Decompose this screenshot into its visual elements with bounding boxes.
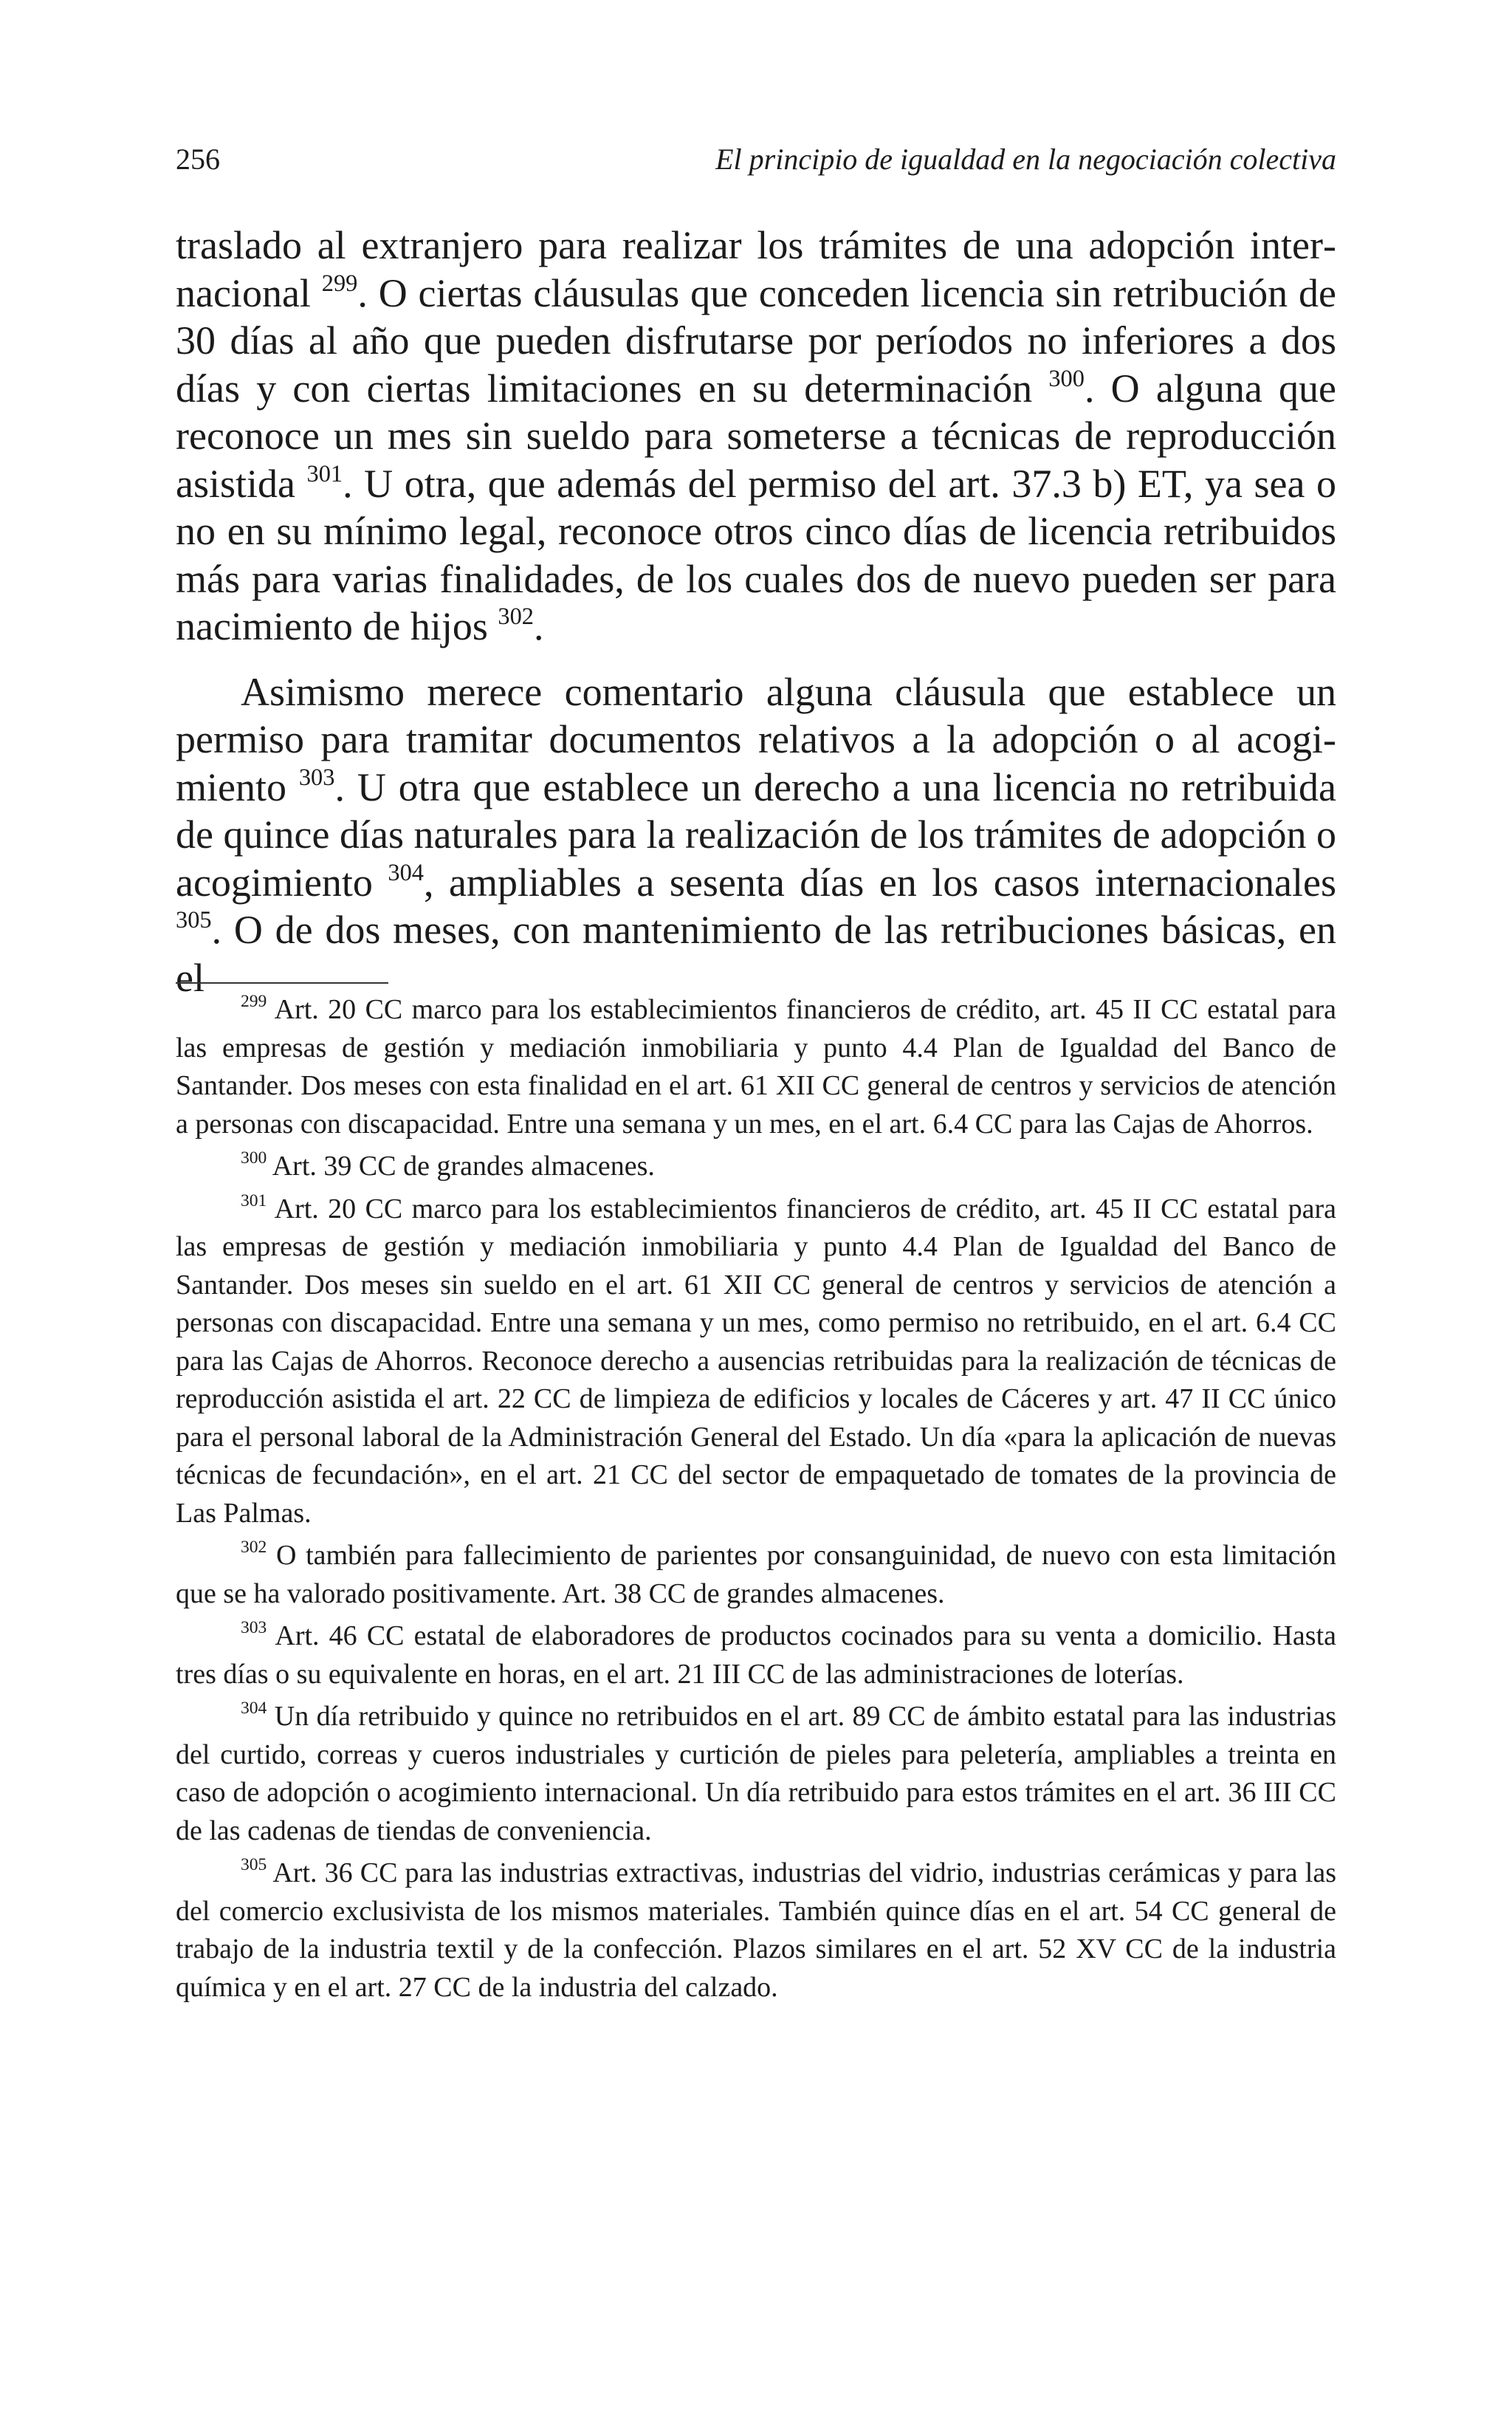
footnote-304 xyxy=(176,1698,1336,1850)
footnote-300 xyxy=(176,1148,1336,1186)
footnote-number: 302 xyxy=(241,1538,267,1557)
text-run: , ampliables a sesenta días en los casos internacionales xyxy=(424,860,1336,905)
footnote-301 xyxy=(176,1190,1336,1533)
text-run: . U otra que establece un derecho a una licencia no retribuida de quince días naturales para la realización de los trámites de adopción o acogimiento xyxy=(176,764,1336,905)
footnote-text: Art. 20 CC marco para los establecimientos financieros de crédito, art. 45 II CC estatal para las empresas de gestión y mediación inmobiliaria y punto 4.4 Plan de Igualdad del Banco de Santander. Dos meses con esta finalidad en el art. 61 XII CC general de centros y servicios de atención a personas con discapacidad. Entre una semana y un mes, en el art. 6.4 CC para las Cajas de Ahorros. xyxy=(176,994,1336,1140)
body-text xyxy=(176,222,1336,1001)
footnote-303 xyxy=(176,1617,1336,1693)
text-run: . O de dos meses, con mantenimiento de las retribuciones básicas, en el xyxy=(176,908,1336,1000)
page-header xyxy=(176,139,1336,180)
text-run: . U otra, que además del permiso del art. 37.3 b) ET, ya sea o no en su mínimo legal, reconoce otros cinco días de licencia retribuidos más para varias finalidades, de los cuales dos de nuevo pueden ser para nacimiento de hijos xyxy=(176,461,1336,648)
footnote-number: 305 xyxy=(241,1855,267,1874)
footnote-number: 304 xyxy=(241,1699,267,1718)
footnote-number: 301 xyxy=(241,1190,267,1210)
footnote-ref-305[interactable]: 305 xyxy=(176,907,212,934)
text-run: . O alguna que reconoce un mes sin sueldo para someterse a técnicas de reproducción asistida xyxy=(176,366,1336,506)
footnote-separator xyxy=(176,982,388,984)
footnote-ref-300[interactable]: 300 xyxy=(1048,365,1085,392)
footnote-text: Art. 36 CC para las industrias extractivas, industrias del vidrio, industrias cerámicas y para las del comercio exclusivista de los mismos materiales. También quince días en el art. 54 CC general de trabajo de la industria textil y de la confección. Plazos similares en el art. 52 XV CC de la industria química y en el art. 27 CC de la industria del calzado. xyxy=(176,1857,1336,2003)
footnote-number: 299 xyxy=(241,992,267,1011)
footnote-number: 300 xyxy=(241,1148,267,1168)
paragraph-1 xyxy=(176,222,1336,651)
page-number: 256 xyxy=(176,143,220,176)
paragraph-2 xyxy=(176,668,1336,1002)
footnote-text: Art. 46 CC estatal de elaboradores de productos cocinados para su venta a domicilio. Hasta tres días o su equivalente en horas, en el art. 21 III CC de las administraciones de loterías. xyxy=(176,1620,1336,1690)
footnote-ref-299[interactable]: 299 xyxy=(321,270,358,297)
text-run: . xyxy=(534,604,544,648)
text-run: traslado al extranjero para realizar los trámites de una adopción internacional xyxy=(176,223,1336,315)
footnote-number: 303 xyxy=(241,1618,267,1637)
footnote-ref-302[interactable]: 302 xyxy=(498,603,534,631)
footnote-299 xyxy=(176,991,1336,1143)
running-title: El principio de igualdad en la negociación colectiva xyxy=(715,143,1336,176)
footnote-text: Art. 39 CC de grandes almacenes. xyxy=(267,1151,655,1182)
footnotes xyxy=(176,991,1336,2007)
text-run: Asimismo merece comentario alguna cláusula que establece un permiso para tramitar documentos relativos a la adopción o al acogimiento xyxy=(176,669,1336,809)
footnote-ref-304[interactable]: 304 xyxy=(388,859,424,886)
footnote-text: Art. 20 CC marco para los establecimientos financieros de crédito, art. 45 II CC estatal para las empresas de gestión y mediación inmobiliaria y punto 4.4 Plan de Igualdad del Banco de Santander. Dos meses sin sueldo en el art. 61 XII CC general de centros y servicios de atención a personas con discapacidad. Entre una semana y un mes, como permiso no retribuido, en el art. 6.4 CC para las Cajas de Ahorros. Reconoce derecho a ausencias retribuidas para la realización de técnicas de reproducción asistida el art. 22 CC de limpieza de edificios y locales de Cáceres y art. 47 II CC único para el personal laboral de la Administración General del Estado. Un día «para la aplicación de nuevas técnicas de fecundación», en el art. 21 CC del sector de empaquetado de tomates de la provincia de Las Palmas. xyxy=(176,1193,1336,1529)
footnote-ref-303[interactable]: 303 xyxy=(298,764,335,791)
footnote-305 xyxy=(176,1854,1336,2007)
footnote-ref-301[interactable]: 301 xyxy=(306,460,343,487)
footnote-text: O también para fallecimiento de parientes por consanguinidad, de nuevo con esta limitación que se ha valorado positivamente. Art. 38 CC de grandes almacenes. xyxy=(176,1540,1336,1609)
footnote-302 xyxy=(176,1537,1336,1613)
text-run: . O ciertas cláusulas que conceden licencia sin retribución de 30 días al año que pueden disfrutarse por períodos no inferiores a dos días y con ciertas limitaciones en su determinación xyxy=(176,270,1336,411)
footnote-text: Un día retribuido y quince no retribuidos en el art. 89 CC de ámbito estatal para las industrias del curtido, correas y cueros industriales y curtición de pieles para peletería, ampliables a treinta en caso de adopción o acogimiento internacional. Un día retribuido para estos trámites en el art. 36 III CC de las cadenas de tiendas de conveniencia. xyxy=(176,1701,1336,1846)
